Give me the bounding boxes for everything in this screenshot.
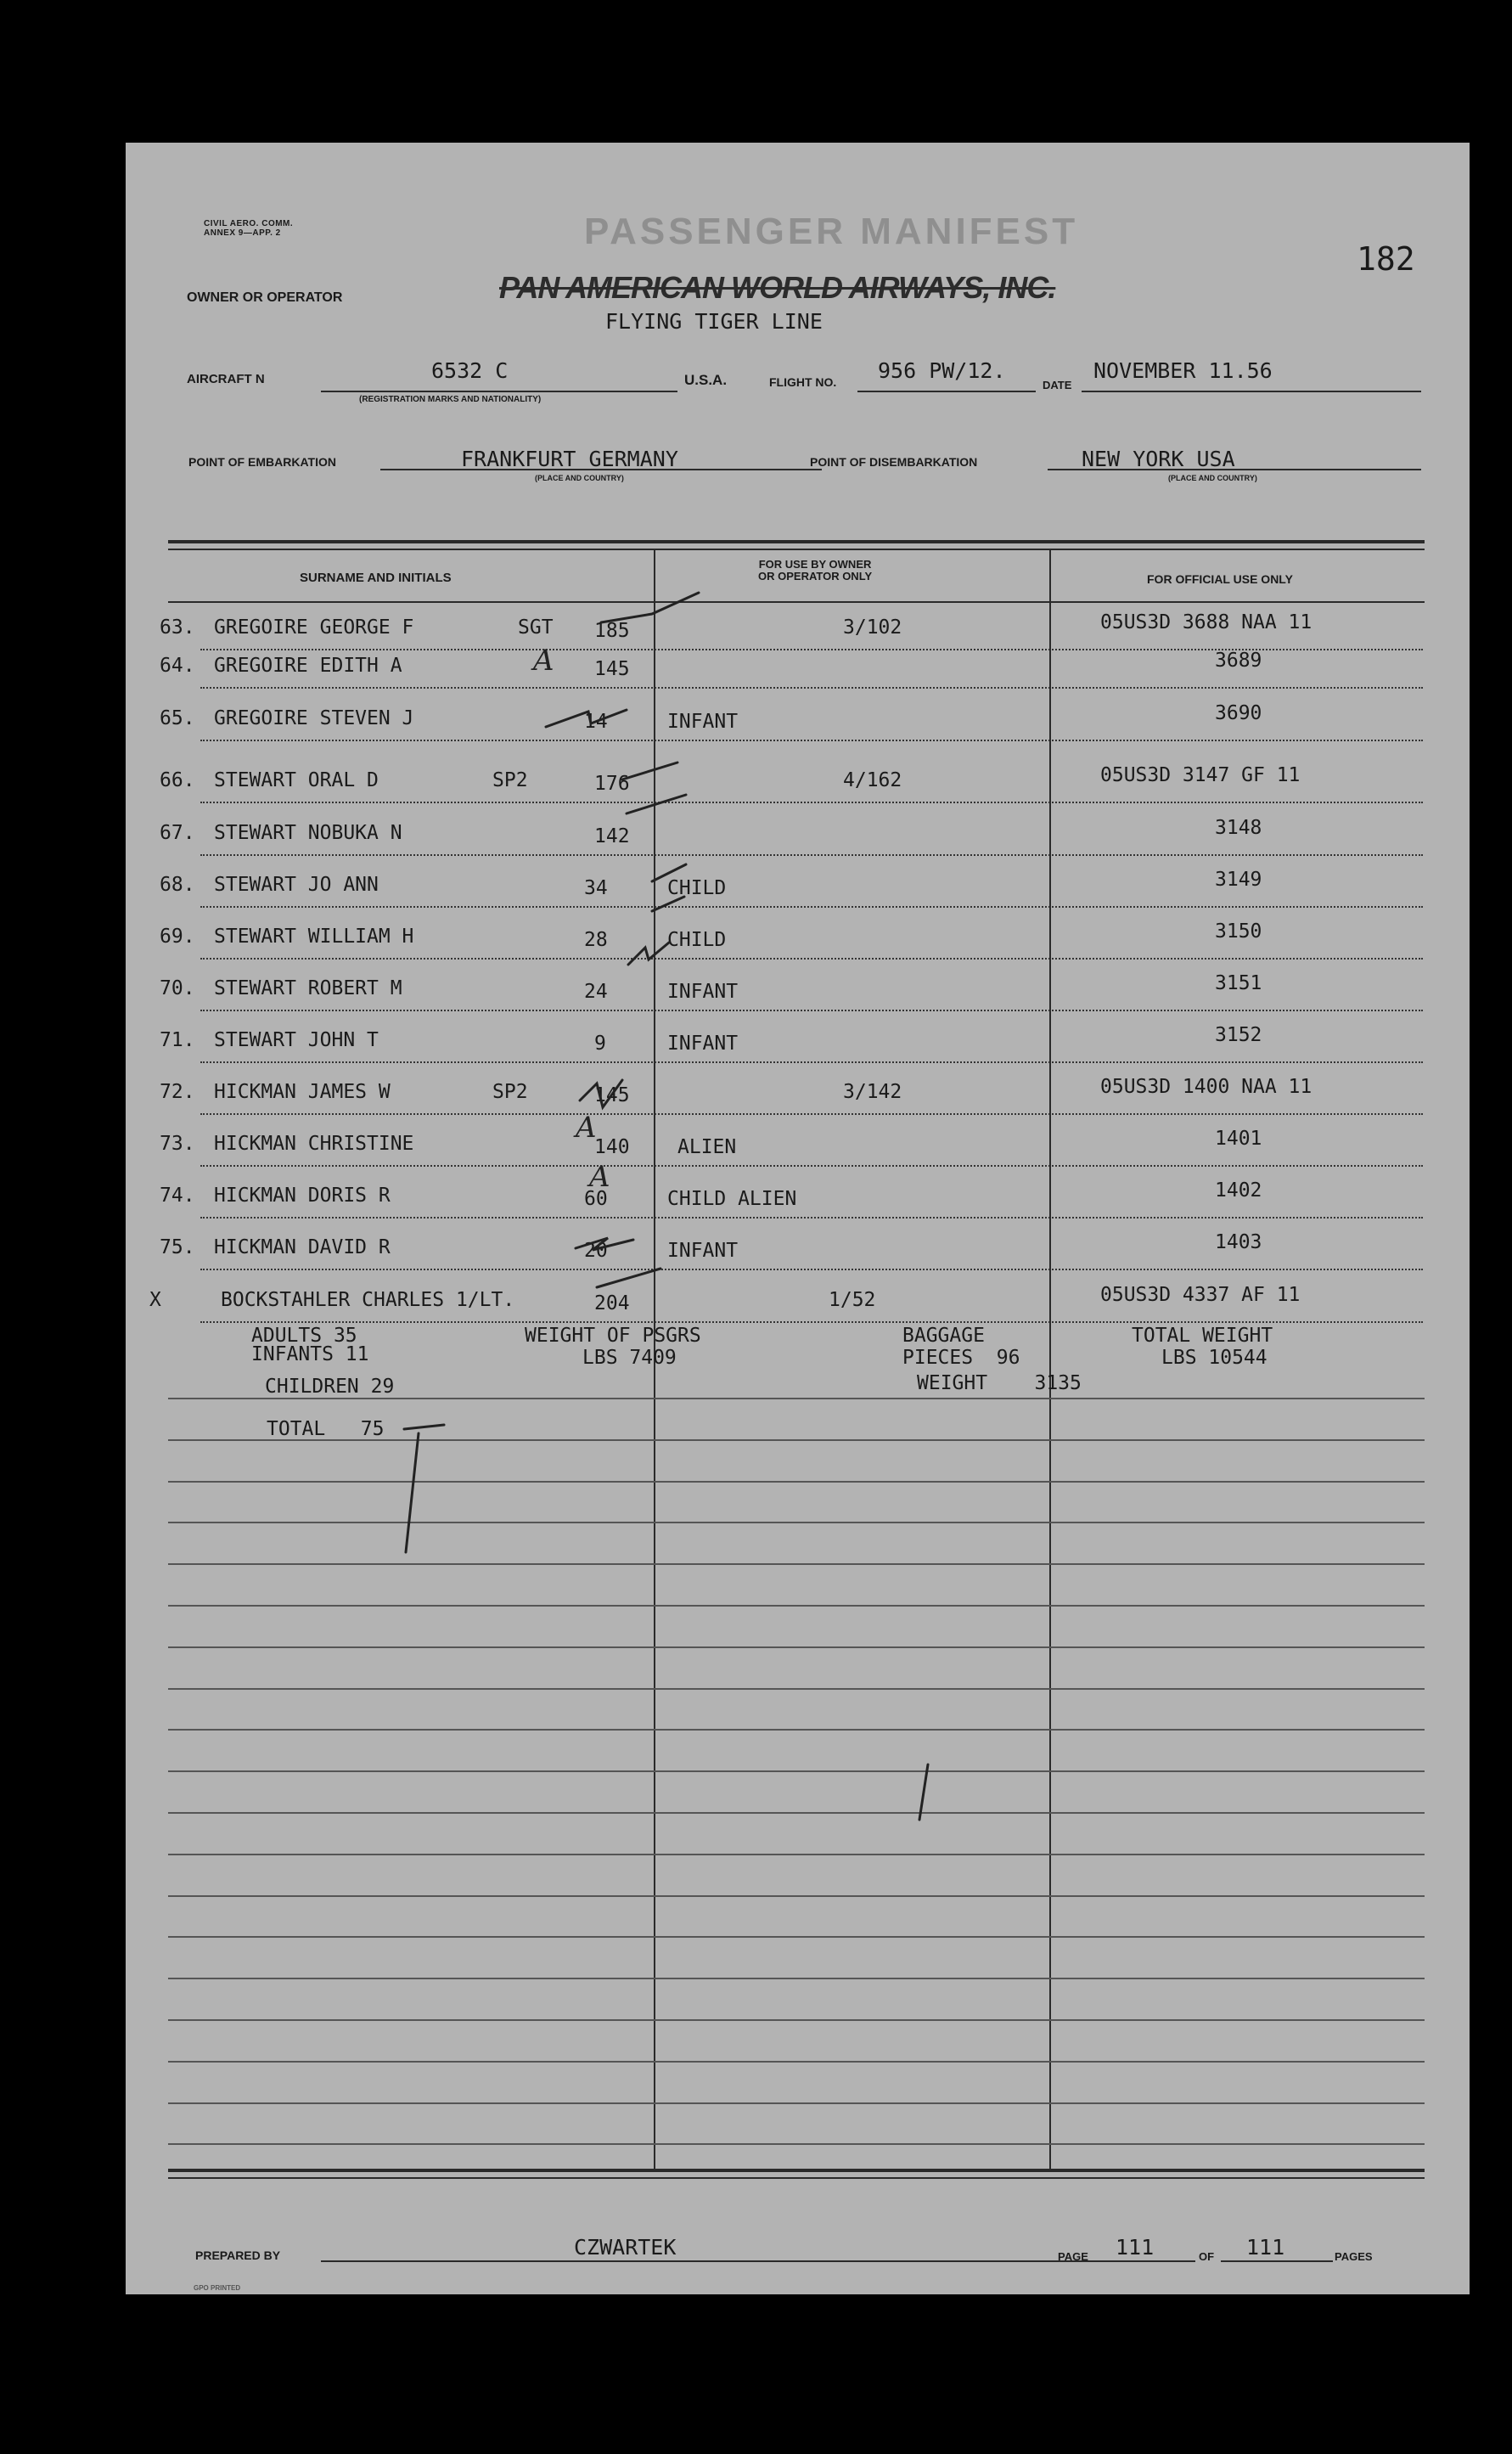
owner-use-entry: 4/162 [843, 769, 902, 791]
passenger-name: STEWART JO ANN [214, 874, 379, 896]
row-number: 72. [160, 1081, 195, 1103]
adults-label: ADULTS [251, 1325, 323, 1347]
passenger-name: STEWART JOHN T [214, 1029, 379, 1051]
row-number: 75. [160, 1236, 195, 1258]
total-weight-label: TOTAL WEIGHT [1132, 1325, 1273, 1347]
of-label: OF [1199, 2250, 1215, 2263]
passenger-name: STEWART ROBERT M [214, 977, 402, 999]
owner-use-header-line1: FOR USE BY OWNER [758, 558, 872, 571]
disembarkation-value: NEW YORK USA [1082, 447, 1235, 471]
page-stamp-number: 182 [1357, 240, 1415, 278]
passenger-name: GREGOIRE EDITH A [214, 655, 402, 677]
prepared-by-name: CZWARTEK [574, 2235, 677, 2260]
passenger-weight: 145 [594, 658, 630, 680]
official-use-entry: 05US3D 3688 NAA 11 [1100, 611, 1312, 633]
passenger-weight: 34 [584, 877, 608, 899]
owner-use-entry: 3/142 [843, 1081, 902, 1103]
passenger-weight: 9 [594, 1033, 606, 1055]
passenger-note: CHILD [667, 877, 727, 899]
passenger-weight: 204 [594, 1292, 630, 1314]
embarkation-caption: (PLACE AND COUNTRY) [535, 474, 624, 482]
passenger-weight: 142 [594, 825, 630, 847]
weight-psgrs-value: LBS 7409 [582, 1347, 677, 1369]
owner-use-entry: 3/102 [843, 616, 902, 639]
passenger-name: BOCKSTAHLER CHARLES 1/LT. [221, 1289, 515, 1311]
flight-number: 956 PW/12. [878, 358, 1006, 383]
aircraft-number: 6532 C [431, 358, 509, 383]
form-ref-line2: ANNEX 9—APP. 2 [204, 228, 281, 238]
row-number: 71. [160, 1029, 195, 1051]
pages-label: PAGES [1335, 2250, 1373, 2263]
handwritten-checkmarks [126, 143, 1470, 2294]
usa-label: U.S.A. [684, 372, 728, 388]
passenger-rank: SP2 [492, 1081, 528, 1103]
official-use-entry: 1401 [1215, 1128, 1262, 1150]
row-number: 63. [160, 616, 195, 639]
passenger-note: ALIEN [677, 1136, 737, 1158]
official-use-entry: 3689 [1215, 650, 1262, 672]
passenger-weight: 60 [584, 1188, 608, 1210]
passenger-rank: SGT [518, 616, 554, 639]
embarkation-label: POINT OF EMBARKATION [188, 455, 336, 469]
total-weight-value: LBS 10544 [1161, 1347, 1267, 1369]
passenger-note: CHILD ALIEN [667, 1188, 797, 1210]
passenger-name: STEWART WILLIAM H [214, 926, 414, 948]
official-use-entry: 1402 [1215, 1179, 1262, 1202]
row-number: 65. [160, 707, 195, 729]
passenger-name: STEWART ORAL D [214, 769, 379, 791]
disembarkation-label: POINT OF DISEMBARKATION [810, 455, 978, 469]
official-use-entry: 3148 [1215, 817, 1262, 839]
row-number: 70. [160, 977, 195, 999]
infants-value: 11 [345, 1343, 369, 1365]
bag-weight-label: WEIGHT [917, 1372, 988, 1394]
adults-value: 35 [333, 1325, 357, 1347]
official-use-entry: 3149 [1215, 869, 1262, 891]
row-number: 69. [160, 926, 195, 948]
pieces-label: PIECES [902, 1347, 974, 1369]
passenger-name: HICKMAN CHRISTINE [214, 1133, 414, 1155]
passenger-weight: 28 [584, 929, 608, 951]
baggage-label: BAGGAGE [902, 1325, 985, 1347]
passenger-rank: SP2 [492, 769, 528, 791]
row-number: 68. [160, 874, 195, 896]
official-use-entry: 1403 [1215, 1231, 1262, 1253]
prepared-by-label: PREPARED BY [195, 2249, 281, 2262]
page-number: 111 [1116, 2235, 1155, 2260]
passenger-note: INFANT [667, 1240, 739, 1262]
passenger-note: INFANT [667, 711, 739, 733]
page-total: 111 [1246, 2235, 1285, 2260]
infants-label: INFANTS [251, 1343, 334, 1365]
total-value: 75 [360, 1418, 385, 1440]
official-use-entry: 05US3D 1400 NAA 11 [1100, 1076, 1312, 1098]
passenger-weight: 14 [584, 711, 608, 733]
date-value: NOVEMBER 11.56 [1093, 358, 1273, 383]
passenger-weight: 140 [594, 1136, 630, 1158]
official-use-entry: 05US3D 3147 GF 11 [1100, 764, 1301, 786]
surname-column-header: SURNAME AND INITIALS [300, 571, 452, 585]
passenger-name: HICKMAN DAVID R [214, 1236, 391, 1258]
passenger-weight: 24 [584, 981, 608, 1003]
official-use-entry: 05US3D 4337 AF 11 [1100, 1284, 1301, 1306]
owner-use-entry: 1/52 [829, 1289, 876, 1311]
total-label: TOTAL [267, 1418, 326, 1440]
form-ref-line1: CIVIL AERO. COMM. [204, 219, 294, 228]
embarkation-value: FRANKFURT GERMANY [461, 447, 678, 471]
children-value: 29 [370, 1376, 395, 1398]
page-label: PAGE [1058, 2250, 1088, 2263]
official-use-entry: 3152 [1215, 1024, 1262, 1046]
weight-psgrs-label: WEIGHT OF PSGRS [525, 1325, 701, 1347]
row-number: X [149, 1289, 161, 1311]
passenger-note: INFANT [667, 1033, 739, 1055]
printer-mark: GPO PRINTED [194, 2284, 241, 2292]
official-use-entry: 3151 [1215, 972, 1262, 994]
owner-typed-name: FLYING TIGER LINE [605, 309, 823, 334]
official-use-column-header: FOR OFFICIAL USE ONLY [1147, 572, 1293, 586]
bag-weight-value: 3135 [1034, 1372, 1082, 1394]
owner-use-header-line2: OR OPERATOR ONLY [758, 570, 873, 583]
passenger-note: INFANT [667, 981, 739, 1003]
official-use-entry: 3150 [1215, 920, 1262, 943]
passenger-weight: 185 [594, 620, 630, 642]
manifest-sheet [126, 143, 1470, 2294]
children-label: CHILDREN [265, 1376, 359, 1398]
owner-printed-name: PAN AMERICAN WORLD AIRWAYS, INC. [499, 270, 1056, 305]
passenger-name: GREGOIRE GEORGE F [214, 616, 414, 639]
official-use-entry: 3690 [1215, 702, 1262, 724]
passenger-weight: 20 [584, 1240, 608, 1262]
handwritten-initial-row64: A [533, 644, 554, 678]
passenger-name: GREGOIRE STEVEN J [214, 707, 414, 729]
aircraft-label: AIRCRAFT N [187, 372, 265, 386]
passenger-weight: 176 [594, 773, 630, 795]
form-title: PASSENGER MANIFEST [584, 211, 1079, 252]
handwritten-initial-row73: A [576, 1111, 597, 1145]
passenger-weight: 145 [594, 1084, 630, 1106]
row-number: 64. [160, 655, 195, 677]
date-label: DATE [1043, 379, 1072, 391]
passenger-note: CHILD [667, 929, 727, 951]
row-number: 74. [160, 1185, 195, 1207]
passenger-name: STEWART NOBUKA N [214, 822, 402, 844]
passenger-name: HICKMAN JAMES W [214, 1081, 391, 1103]
row-number: 66. [160, 769, 195, 791]
owner-label: OWNER OR OPERATOR [187, 290, 343, 305]
handwritten-initial-row74: A [589, 1160, 610, 1194]
pieces-value: 96 [996, 1347, 1020, 1369]
registration-caption: (REGISTRATION MARKS AND NATIONALITY) [359, 395, 542, 404]
row-number: 67. [160, 822, 195, 844]
flight-label: FLIGHT NO. [769, 375, 837, 389]
passenger-name: HICKMAN DORIS R [214, 1185, 391, 1207]
row-number: 73. [160, 1133, 195, 1155]
disembarkation-caption: (PLACE AND COUNTRY) [1168, 474, 1257, 482]
